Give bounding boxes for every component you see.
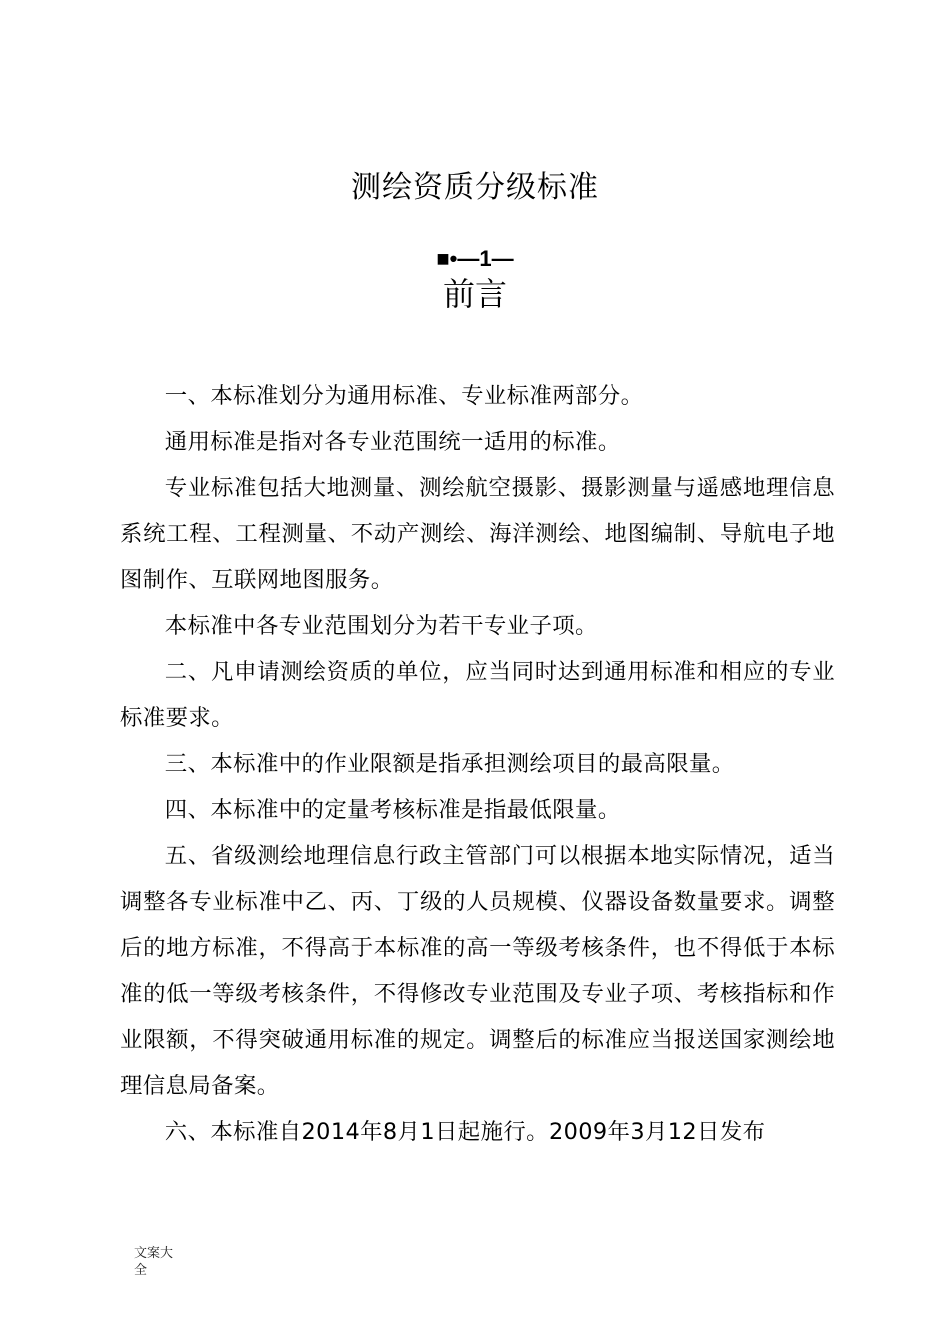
footer-line-1: 文案大 bbox=[134, 1246, 174, 1261]
paragraph-1: 一、本标准划分为通用标准、专业标准两部分。 bbox=[164, 383, 644, 409]
page-marker: ■•—1— bbox=[436, 246, 514, 271]
preface-heading: 前言 bbox=[442, 275, 507, 313]
footer-line-2: 全 bbox=[134, 1263, 148, 1278]
paragraph-4: 本标准中各专业范围划分为若干专业子项。 bbox=[164, 613, 598, 639]
footer-note bbox=[134, 1245, 194, 1279]
paragraph-7: 四、本标准中的定量考核标准是指最低限量。 bbox=[164, 797, 621, 823]
document-body bbox=[120, 373, 835, 1155]
paragraph-8: 五、省级测绘地理信息行政主管部门可以根据本地实际情况，适当调整各专业标准中乙、丙、丁级的人员规模、仪器设备数量要求。调整后的地方标准，不得高于本标准的高一等级考核条件，也不得低于本标准的低一等级考核条件，不得修改专业范围及专业子项、考核指标和作业限额，不得突破通用标准的规定。调整后的标准应当报送国家测绘地理信息局备案。 bbox=[120, 843, 835, 1099]
paragraph-9: 六、本标准自2014年8月1日起施行。2009年3月12日发布 bbox=[164, 1119, 766, 1145]
paragraph-3: 专业标准包括大地测量、测绘航空摄影、摄影测量与遥感地理信息系统工程、工程测量、不动产测绘、海洋测绘、地图编制、导航电子地图制作、互联网地图服务。 bbox=[120, 475, 835, 593]
paragraph-6: 三、本标准中的作业限额是指承担测绘项目的最高限量。 bbox=[164, 751, 735, 777]
paragraph-5: 二、凡申请测绘资质的单位，应当同时达到通用标准和相应的专业标准要求。 bbox=[120, 659, 835, 731]
paragraph-2: 通用标准是指对各专业范围统一适用的标准。 bbox=[164, 429, 621, 455]
document-title: 测绘资质分级标准 bbox=[351, 170, 599, 205]
